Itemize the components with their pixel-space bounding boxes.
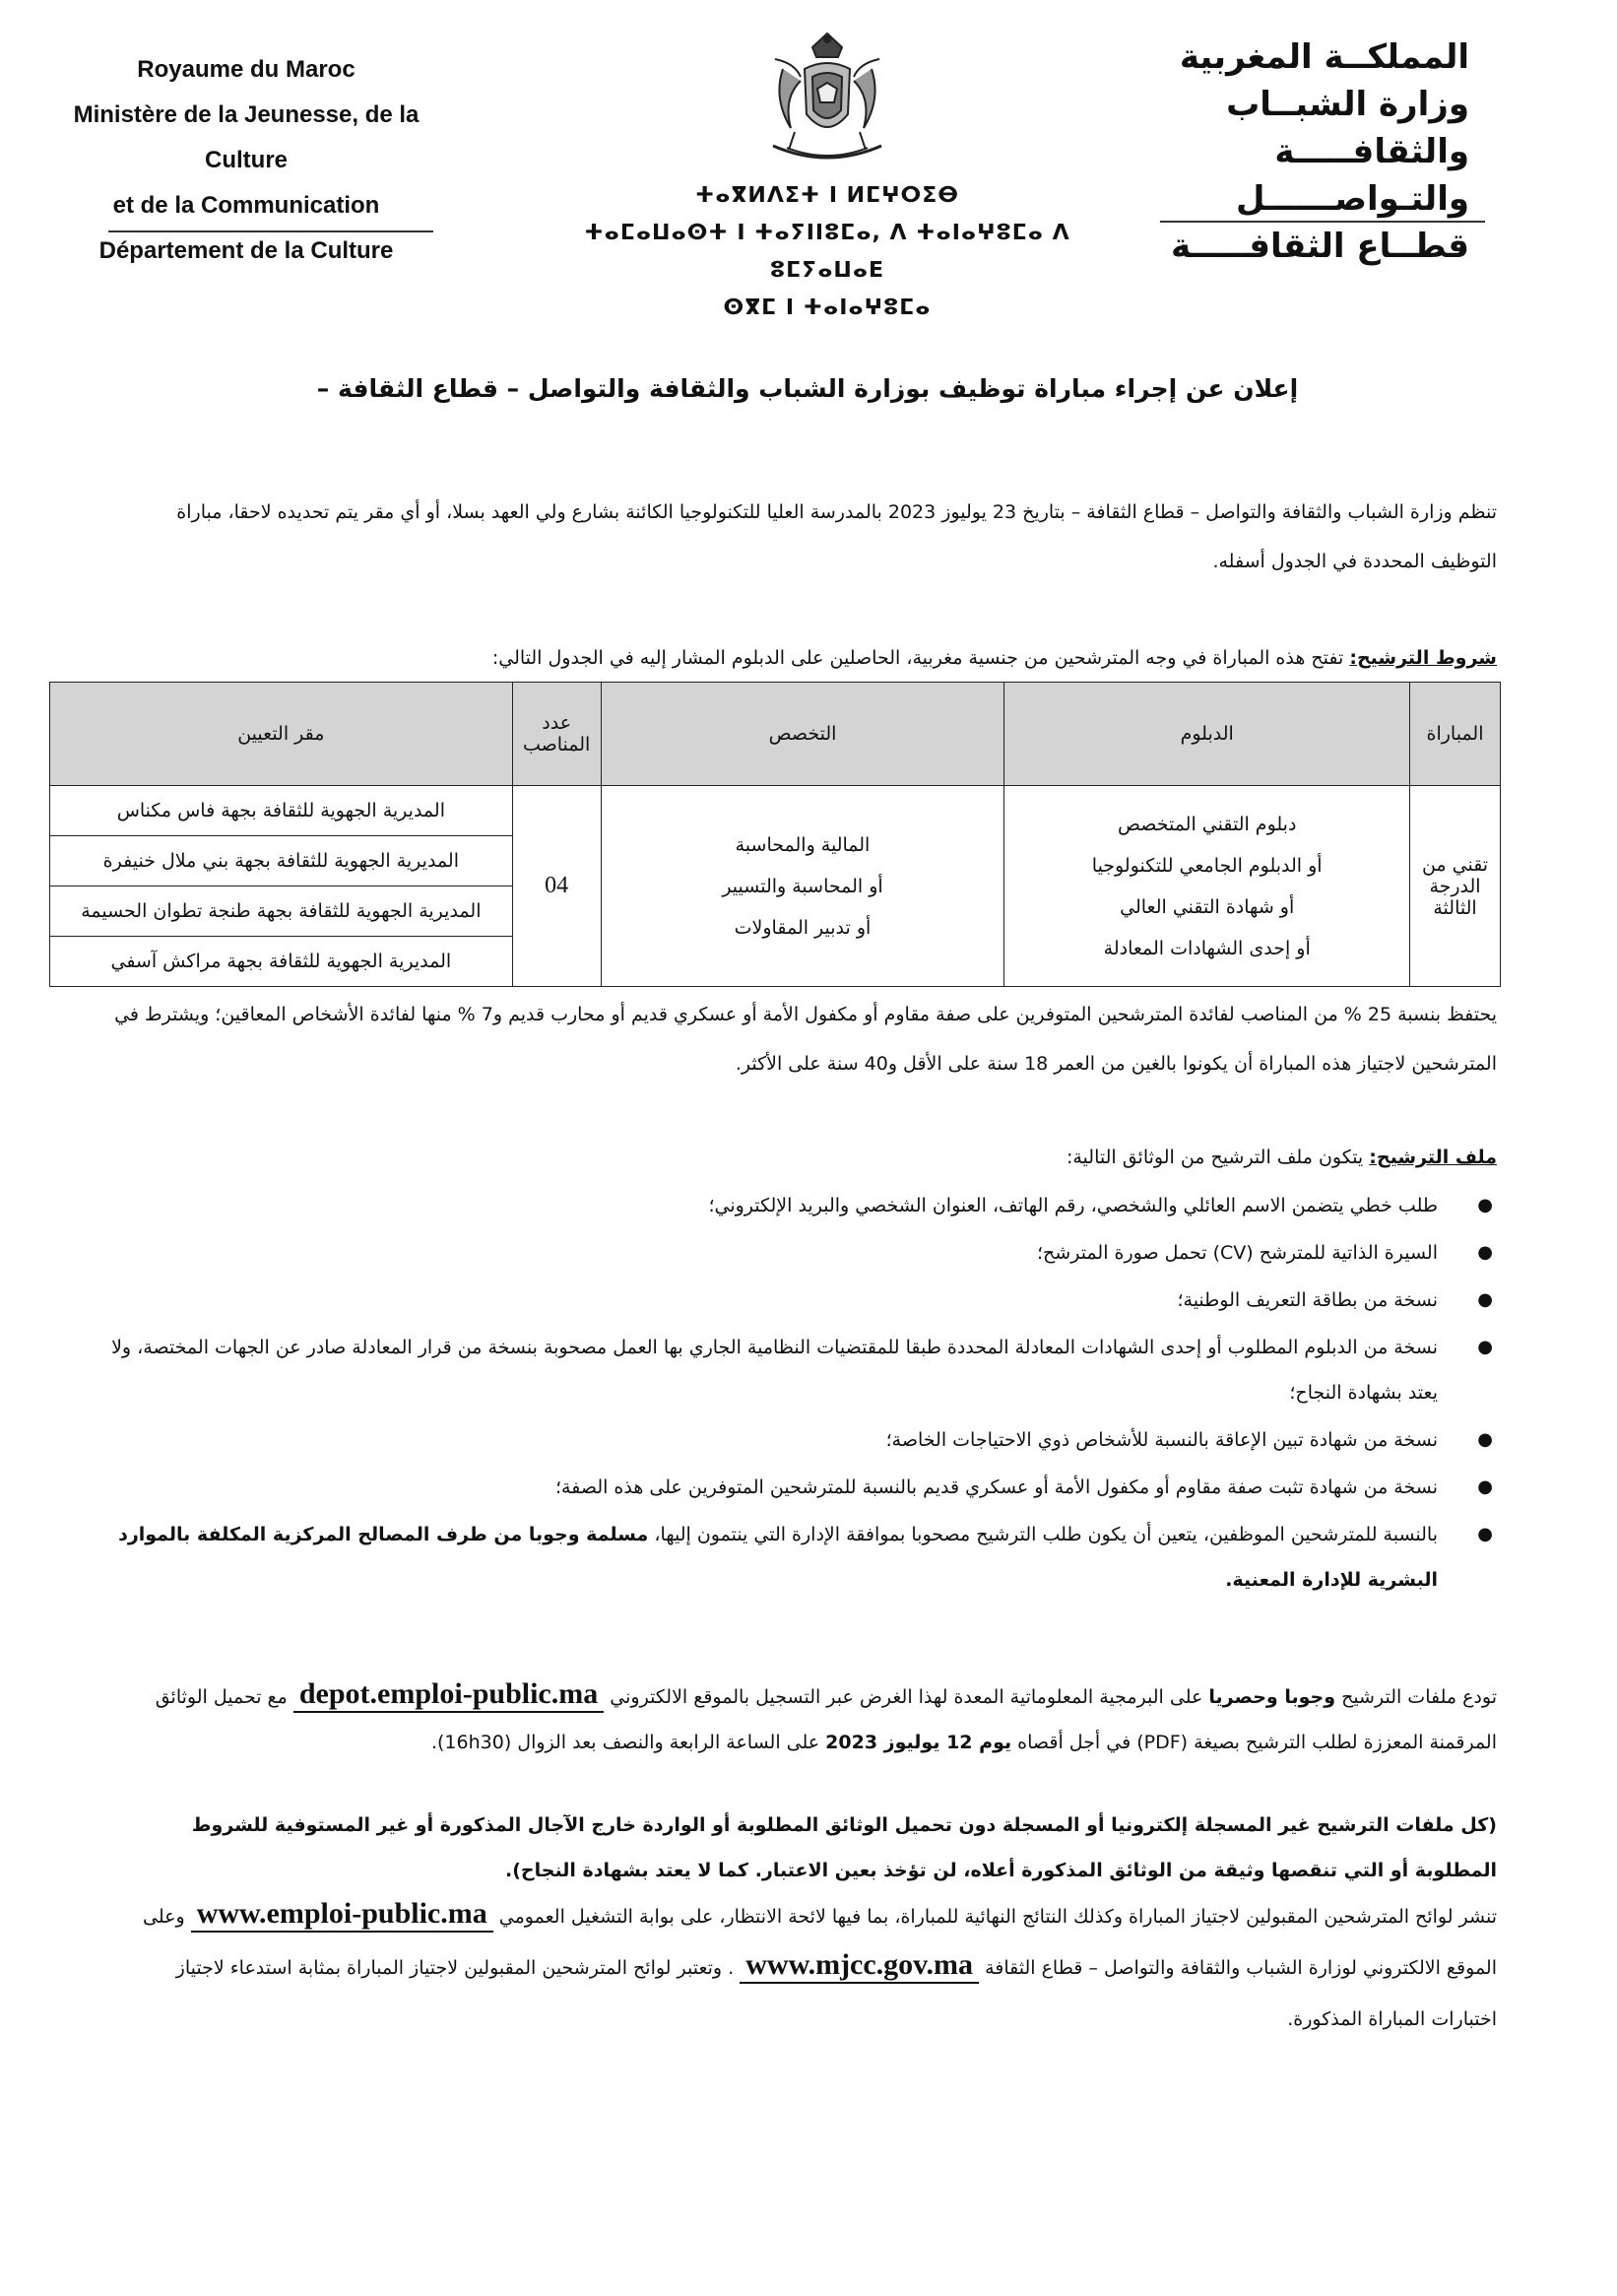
pub-part1: تنشر لوائح المترشحين المقبولين لاجتياز المباراة وكذلك النتائج النهائية للمباراة، بما فيها لائحة الانتظار، على بوابة التشغيل العمومي [498, 1906, 1497, 1928]
depot-date: يوم 12 يوليوز 2023 [825, 1732, 1012, 1753]
header-positions [512, 683, 601, 786]
tifinagh-ministry: ⵜⴰⵎⴰⵡⴰⵙⵜ ⵏ ⵜⴰⵢⵏⵏⵓⵎⴰ, ⴷ ⵜⴰⵏⴰⵖⵓⵎⴰ ⴷ ⵓⵎⵢⴰⵡⴰⴹ [584, 221, 1070, 283]
list-item [108, 1278, 1497, 1323]
mjcc-link[interactable]: www.mjcc.gov.ma [740, 1948, 979, 1984]
contest-table [49, 682, 1501, 987]
diploma-line: أو الدبلوم الجامعي للتكنولوجيا [1091, 854, 1323, 877]
header-arabic [1046, 33, 1469, 270]
quota-paragraph: يحتفظ بنسبة 25 % من المناصب لفائدة المترشحين المتوفرين على صفة مقاوم أو مكفول الأمة أو عسكري قديم أو محارب قديم و7 % منها لفائدة الأشخاص المعاقين؛ ويشترط في المترشحين لاجتياز هذه المباراة أن يكونوا بالغين من العمر 18 سنة على الأقل و40 سنة على الأكثر. [114, 1004, 1497, 1075]
list-item-text: نسخة من شهادة تبين الإعاقة بالنسبة للأشخاص ذوي الاحتياجات الخاصة؛ [885, 1429, 1438, 1451]
cell-location: المديرية الجهوية للثقافة بجهة طنجة تطوان الحسيمة [50, 886, 513, 937]
contest-line2: الدرجة الثالثة [1429, 875, 1481, 919]
intro-paragraph: تنظم وزارة الشباب والثقافة والتواصل – قطاع الثقافة – بتاريخ 23 يوليوز 2023 بالمدرسة العليا للتكنولوجيا الكائنة بشارع ولي العهد بسلا، أو أي مقر يتم تحديده لاحقا، مباراة التوظيف المحددة في الجدول أسفله. [176, 501, 1497, 572]
tifinagh-kingdom: ⵜⴰⴳⵍⴷⵉⵜ ⵏ ⵍⵎⵖⵔⵉⴱ [694, 183, 959, 208]
coat-of-arms-emblem [744, 30, 911, 177]
header-contest: المباراة [1410, 683, 1501, 786]
conditions-label: شروط الترشيح: [1349, 647, 1497, 669]
ar-department: قطــاع الثقافـــــة [1171, 227, 1469, 266]
depot-part4: على الساعة الرابعة والنصف بعد الزوال (16h30). [430, 1732, 820, 1753]
contest-line1: تقني من [1421, 853, 1489, 876]
list-item [108, 1183, 1497, 1228]
specialty-line: المالية والمحاسبة [735, 833, 871, 856]
ar-header-rule [1160, 221, 1485, 223]
ar-ministry: وزارة الشبــاب والثقافـــــة [1226, 85, 1469, 171]
specialty-line: أو المحاسبة والتسيير [722, 875, 883, 897]
diploma-line: أو إحدى الشهادات المعادلة [1103, 937, 1311, 959]
ar-ministry-cont: والتـواصــــــل [1236, 179, 1469, 219]
cell-positions: 04 [512, 786, 601, 987]
list-item [108, 1465, 1497, 1510]
cell-location: المديرية الجهوية للثقافة بجهة مراكش آسفي [50, 937, 513, 987]
bullet-icon: ● [1477, 1524, 1493, 1544]
bullet-icon: ● [1477, 1195, 1493, 1215]
fr-ministry-cont: et de la Communication [112, 192, 380, 219]
emploi-public-link[interactable]: www.emploi-public.ma [191, 1897, 493, 1933]
publication-paragraph [108, 1891, 1497, 2045]
list-item-text: نسخة من بطاقة التعريف الوطنية؛ [1177, 1289, 1438, 1311]
list-item [108, 1230, 1497, 1276]
diploma-line: دبلوم التقني المتخصص [1117, 813, 1297, 835]
conditions-paragraph [108, 640, 1497, 676]
list-item-text: نسخة من الدبلوم المطلوب أو إحدى الشهادات المعادلة المحددة طبقا للمقتضيات النظامية الجاري بها العمل مصحوبة بنسخة من قرار المعادلة صادر عن الجهات المختصة، ولا يعتد بشهادة النجاح؛ [111, 1337, 1438, 1404]
tifinagh-department: ⵙⴳⵎ ⵏ ⵜⴰⵏⴰⵖⵓⵎⴰ [723, 295, 932, 320]
fr-department: Département de la Culture [98, 237, 394, 264]
dossier-heading [108, 1138, 1497, 1177]
header-center [551, 30, 1103, 327]
cell-location: المديرية الجهوية للثقافة بجهة فاس مكناس [50, 786, 513, 836]
bullet-icon: ● [1477, 1476, 1493, 1497]
table-header-row [50, 683, 1501, 786]
bullet-icon: ● [1477, 1242, 1493, 1263]
depot-paragraph [108, 1674, 1497, 1765]
pub-part2: وعلى الموقع الالكتروني لوزارة الشباب والثقافة والتواصل – قطاع الثقافة [143, 1906, 1497, 1979]
table-row [50, 786, 1501, 836]
warning-paragraph: (كل ملفات الترشيح غير المسجلة إلكترونيا أو المسجلة دون تحميل الوثائق المطلوبة أو الواردة خارج الآجال المذكورة أو غير المستوفية للشروط المطلوبة أو التي تنقصها وثيقة من الوثائق المذكورة أعلاه، لن تؤخذ بعين الاعتبار. كما لا يعتد بشهادة النجاح). [191, 1814, 1497, 1881]
list-item [108, 1417, 1497, 1463]
fr-header-rule [108, 230, 433, 232]
cell-location: المديرية الجهوية للثقافة بجهة بني ملال خنيفرة [50, 836, 513, 886]
bullet-icon: ● [1477, 1337, 1493, 1357]
pub-part3: . وتعتبر لوائح المترشحين المقبولين لاجتياز المباراة بمثابة استدعاء لاجتياز اختبارات المباراة المذكورة. [175, 1957, 1497, 2030]
bullet-icon: ● [1477, 1289, 1493, 1310]
header-specialty: التخصص [601, 683, 1004, 786]
list-item [108, 1325, 1497, 1415]
fr-ministry: Ministère de la Jeunesse, de la Culture [73, 101, 420, 173]
header-location: مقر التعيين [50, 683, 513, 786]
depot-bold: وجوبا وحصريا [1208, 1686, 1336, 1708]
list-item [108, 1512, 1497, 1603]
cell-specialty [601, 786, 1004, 987]
dossier-label: ملف الترشيح: [1369, 1147, 1497, 1168]
list-item-text: نسخة من شهادة تثبت صفة مقاوم أو مكفول الأمة أو عسكري قديم بالنسبة للمترشحين المتوفرين على هذه الصفة؛ [555, 1476, 1438, 1498]
list-item-text: بالنسبة للمترشحين الموظفين، يتعين أن يكون طلب الترشيح مصحوبا بموافقة الإدارة التي ينتمون إليها، [654, 1524, 1438, 1545]
depot-link[interactable]: depot.emploi-public.ma [293, 1677, 604, 1713]
ar-kingdom: المملكــة المغربية [1179, 37, 1469, 77]
page-title: إعلان عن إجراء مباراة توظيف بوزارة الشباب والثقافة والتواصل – قطاع الثقافة – [316, 374, 1299, 403]
dossier-section [108, 1138, 1497, 1605]
list-item-text: طلب خطي يتضمن الاسم العائلي والشخصي، رقم الهاتف، العنوان الشخصي والبريد الإلكتروني؛ [708, 1195, 1438, 1216]
dossier-list [108, 1183, 1497, 1603]
conditions-text: تفتح هذه المباراة في وجه المترشحين من جنسية مغربية، الحاصلين على الدبلوم المشار إليه في الجدول التالي: [491, 647, 1344, 669]
bullet-icon: ● [1477, 1429, 1493, 1450]
list-item-bold: مسلمة وجوبا من طرف المصالح المركزية المكلفة بالموارد البشرية للإدارة المعنية. [118, 1524, 1438, 1591]
header-positions-line2: المناصب [522, 734, 591, 755]
diploma-line: أو شهادة التقني العالي [1120, 895, 1295, 918]
depot-part1: تودع ملفات الترشيح [1341, 1686, 1497, 1708]
header-french [39, 47, 453, 274]
list-item-text: السيرة الذاتية للمترشح (CV) تحمل صورة المترشح؛ [1036, 1242, 1438, 1264]
depot-part3: مع تحميل الوثائق المرقمنة المعززة لطلب الترشيح بصيغة (PDF) في أجل أقصاه [155, 1686, 1497, 1753]
specialty-line: أو تدبير المقاولات [734, 916, 872, 939]
dossier-text: يتكون ملف الترشيح من الوثائق التالية: [1066, 1147, 1364, 1168]
header-positions-line1: عدد [542, 712, 572, 734]
depot-part2: على البرمجية المعلوماتية المعدة لهذا الغرض عبر التسجيل بالموقع الالكتروني [610, 1686, 1203, 1708]
fr-kingdom: Royaume du Maroc [137, 56, 356, 83]
cell-diploma [1004, 786, 1410, 987]
header-diploma: الدبلوم [1004, 683, 1410, 786]
cell-contest [1410, 786, 1501, 987]
